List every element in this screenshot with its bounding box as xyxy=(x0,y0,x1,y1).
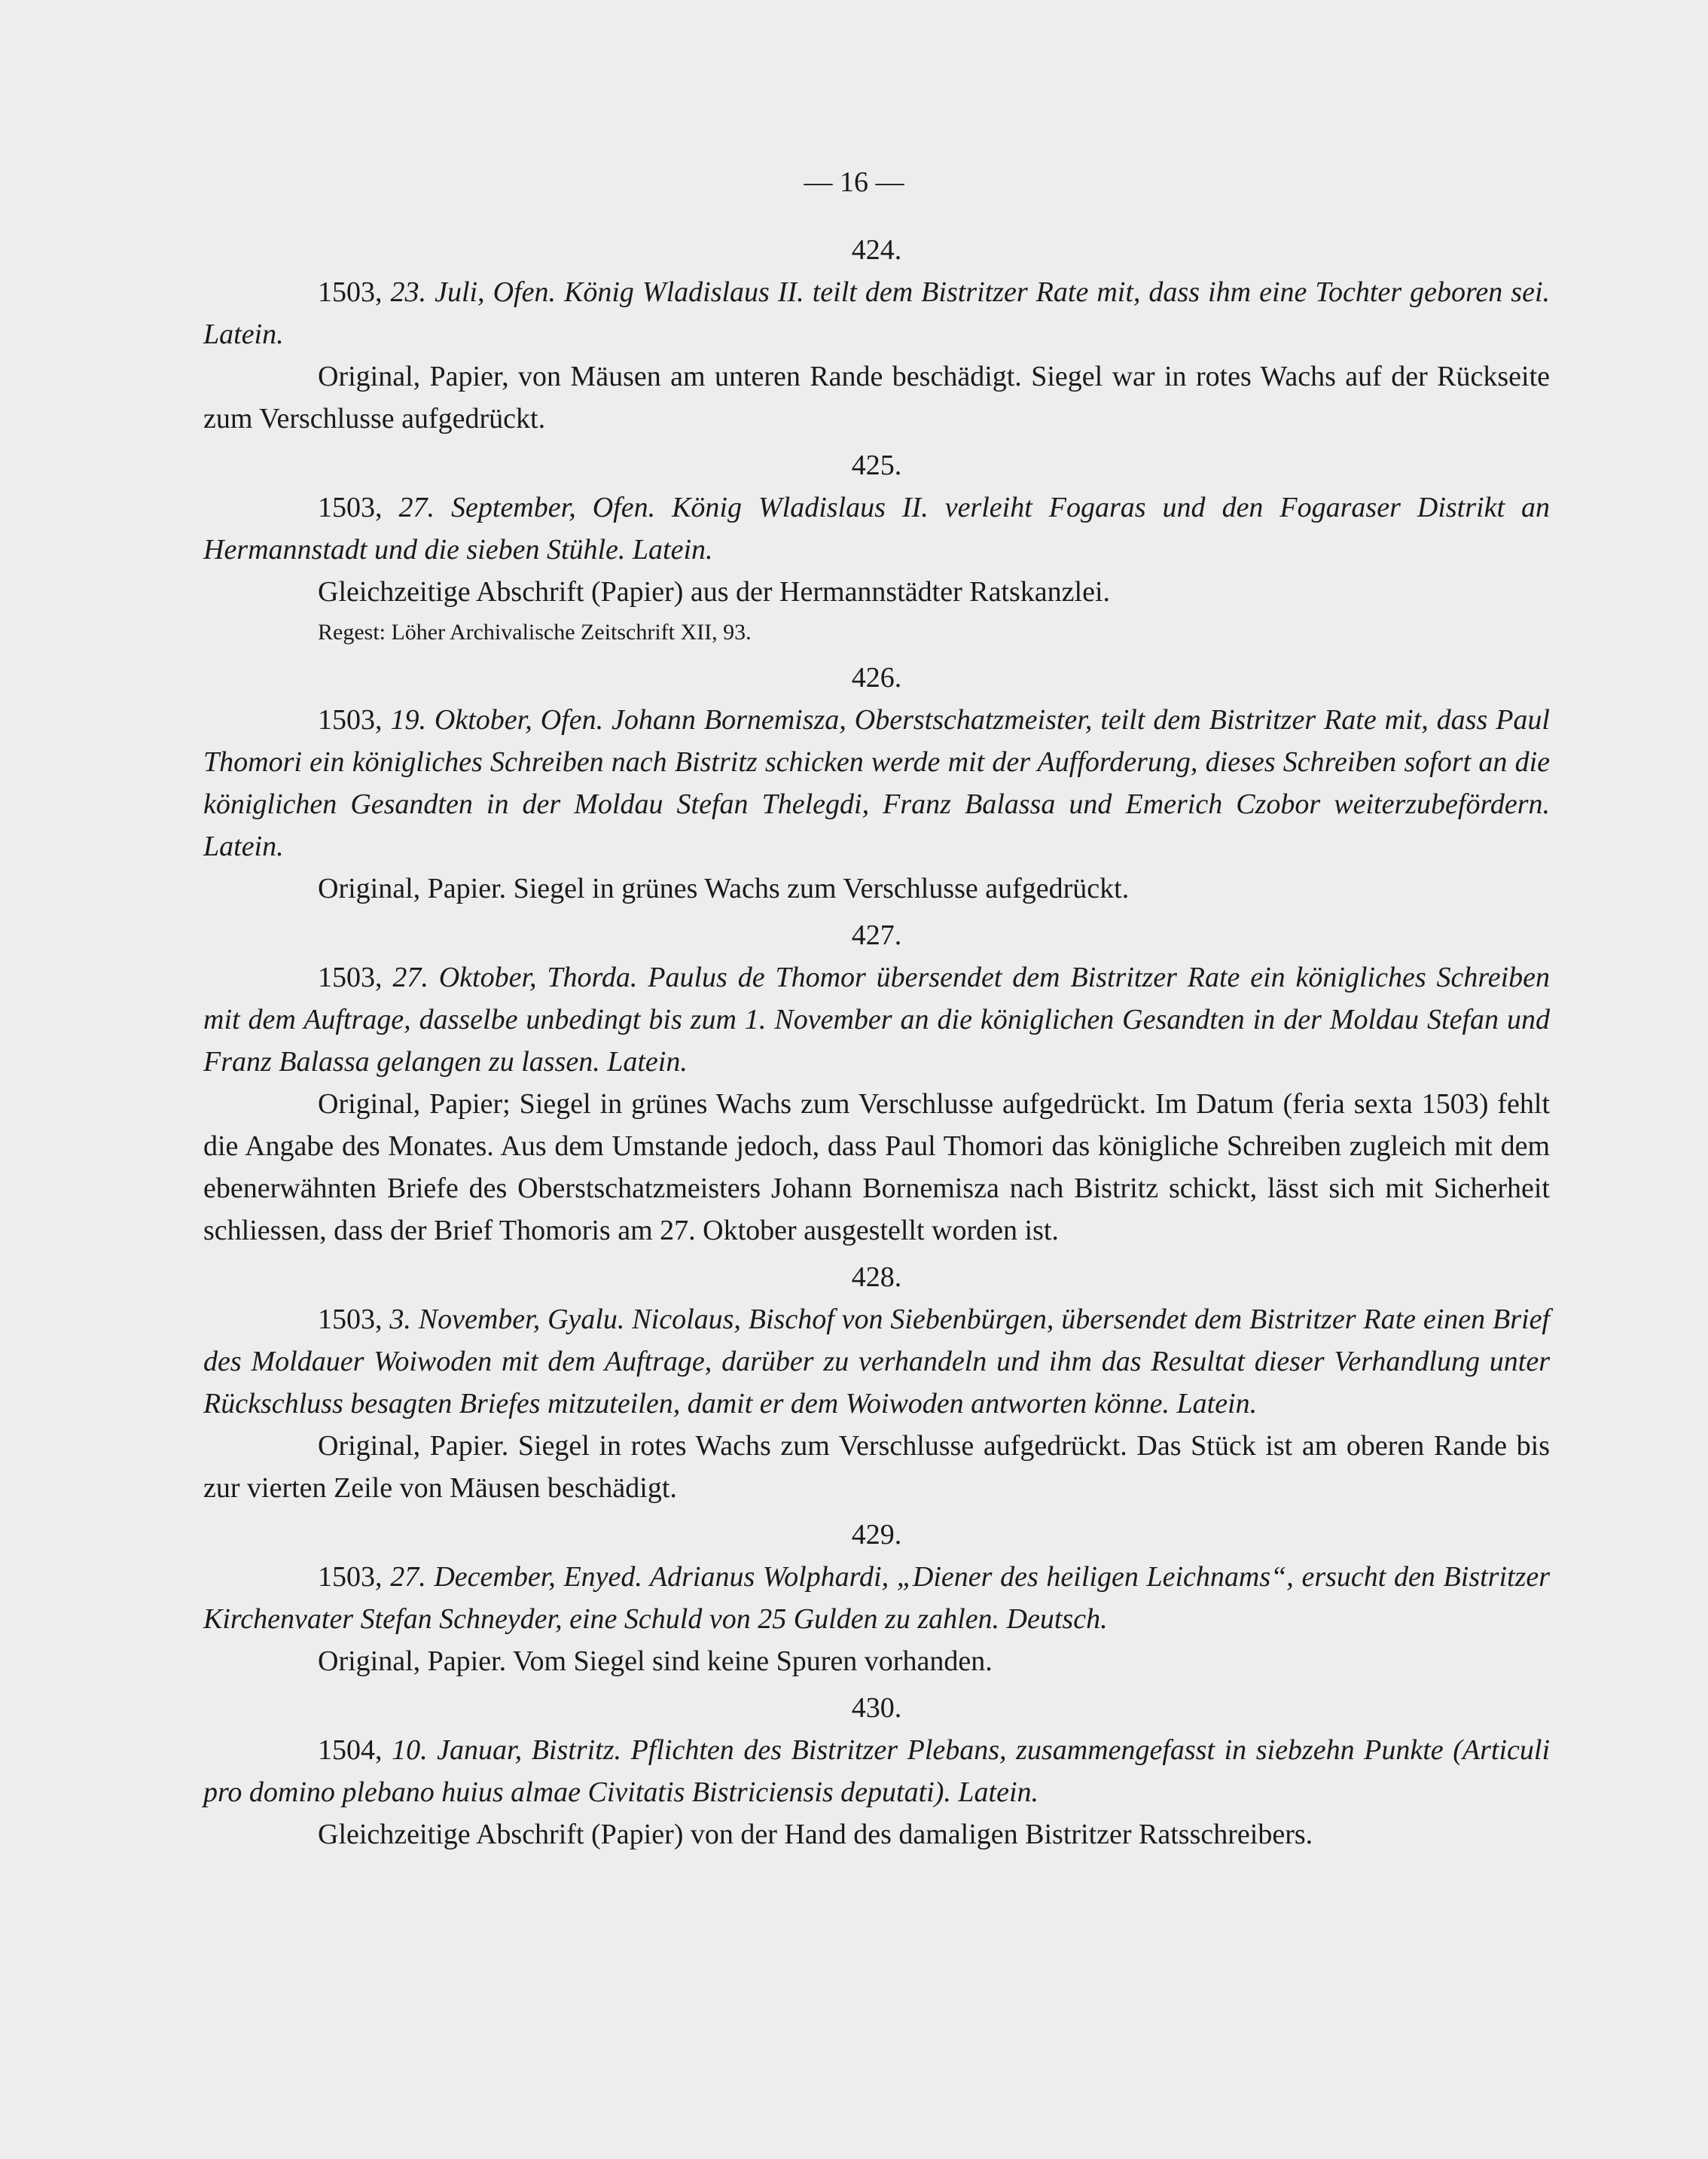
entry-429 xyxy=(203,1509,1550,1682)
entry-note: Original, Papier. Siegel in grünes Wachs zum Verschlusse aufgedrückt. xyxy=(318,873,1130,904)
entry-note: Original, Papier, von Mäusen am unteren Rande beschädigt. Siegel war in rotes Wachs auf der Rückseite zum Verschlusse aufgedrückt. xyxy=(203,361,1550,435)
entry-summary-text: 27. Oktober, Thorda. Paulus de Thomor übersendet dem Bistritzer Rate ein königliches Schreiben mit dem Auftrage, dasselbe unbedingt bis zum 1. November an die königlichen Gesandten in der Moldau Stefan und Franz Balassa gelangen zu lassen. Latein. xyxy=(203,962,1551,1078)
entry-430 xyxy=(203,1682,1550,1856)
entry-424 xyxy=(203,229,1550,440)
entry-number: 425. xyxy=(851,450,902,481)
entry-summary-text: 19. Oktober, Ofen. Johann Bornemisza, Oberstschatzmeister, teilt dem Bistritzer Rate mit, dass Paul Thomori ein königliches Schreiben nach Bistritz schicken werde mit der Aufforderung, dieses Schreiben sofort an die königlichen Gesandten in der Moldau Stefan Thelegdi, Franz Balassa und Emerich Czobor weiterzubefördern. Latein. xyxy=(203,704,1550,862)
page-number: — 16 — xyxy=(804,166,904,198)
entry-note: Original, Papier; Siegel in grünes Wachs zum Verschlusse aufgedrückt. Im Datum (feria sexta 1503) fehlt die Angabe des Monates. Aus dem Umstande jedoch, dass Paul Thomori das königliche Schreiben zugleich mit dem ebenerwähnten Briefe des Oberstschatzmeisters Johann Bornemisza nach Bistritz schickt, lässt sich mit Sicherheit schliessen, dass der Brief Thomoris am 27. Oktober ausgestellt worden ist. xyxy=(203,1088,1550,1246)
entry-date: 1503, xyxy=(318,1304,383,1335)
entry-date: 1503, xyxy=(318,492,383,523)
entry-number: 430. xyxy=(851,1692,902,1724)
entry-note: Original, Papier. Siegel in rotes Wachs zum Verschlusse aufgedrückt. Das Stück ist am oberen Rande bis zur vierten Zeile von Mäusen beschädigt. xyxy=(203,1430,1550,1504)
entry-date: 1503, xyxy=(318,1561,383,1593)
entry-summary-text: 10. Januar, Bistritz. Pflichten des Bistritzer Plebans, zusammengefasst in siebzehn Punkte (Articuli pro domino plebano huius almae Civitatis Bistriciensis deputati). Latein. xyxy=(203,1734,1551,1808)
entry-date: 1503, xyxy=(318,276,383,308)
entry-summary-text: 27. September, Ofen. König Wladislaus II. verleiht Fogaras und den Fogaraser Distrikt an Hermannstadt und die sieben Stühle. Latein. xyxy=(203,492,1551,566)
entry-summary xyxy=(203,699,1550,868)
document-body xyxy=(203,229,1550,1856)
entry-summary xyxy=(203,1556,1550,1640)
entry-summary-text: 3. November, Gyalu. Nicolaus, Bischof von Siebenbürgen, übersendet dem Bistritzer Rate einen Brief des Moldauer Woiwoden mit dem Auftrage, darüber zu verhandeln und ihm das Resultat dieser Verhandlung unter Rückschluss besagten Briefes mitzuteilen, damit er dem Woiwoden antworten könne. Latein. xyxy=(203,1304,1550,1420)
entry-summary xyxy=(203,1298,1550,1425)
entry-number: 427. xyxy=(851,919,902,951)
entry-summary-text: 23. Juli, Ofen. König Wladislaus II. teilt dem Bistritzer Rate mit, dass ihm eine Tochter geboren sei. Latein. xyxy=(203,276,1551,350)
entry-428 xyxy=(203,1252,1550,1509)
entry-summary-text: 27. December, Enyed. Adrianus Wolphardi, „Diener des heiligen Leichnams“, ersucht den Bistritzer Kirchenvater Stefan Schneyder, eine Schuld von 25 Gulden zu zahlen. Deutsch. xyxy=(203,1561,1551,1635)
entry-summary xyxy=(203,1729,1550,1813)
entry-note: Gleichzeitige Abschrift (Papier) von der Hand des damaligen Bistritzer Ratsschreibers. xyxy=(318,1819,1313,1850)
entry-summary xyxy=(203,956,1550,1083)
entry-date: 1503, xyxy=(318,704,383,736)
entry-summary xyxy=(203,486,1550,571)
entry-regest: Regest: Löher Archivalische Zeitschrift XII, 93. xyxy=(318,620,752,645)
entry-number: 428. xyxy=(851,1261,902,1293)
entry-425 xyxy=(203,440,1550,652)
entry-summary xyxy=(203,271,1550,355)
entry-427 xyxy=(203,910,1550,1252)
entry-number: 429. xyxy=(851,1519,902,1551)
entry-note: Original, Papier. Vom Siegel sind keine Spuren vorhanden. xyxy=(318,1645,993,1677)
entry-426 xyxy=(203,652,1550,910)
entry-number: 424. xyxy=(851,234,902,266)
entry-date: 1503, xyxy=(318,962,383,993)
entry-date: 1504, xyxy=(318,1734,383,1766)
entry-note: Gleichzeitige Abschrift (Papier) aus der Hermannstädter Ratskanzlei. xyxy=(318,576,1110,608)
entry-number: 426. xyxy=(851,662,902,694)
